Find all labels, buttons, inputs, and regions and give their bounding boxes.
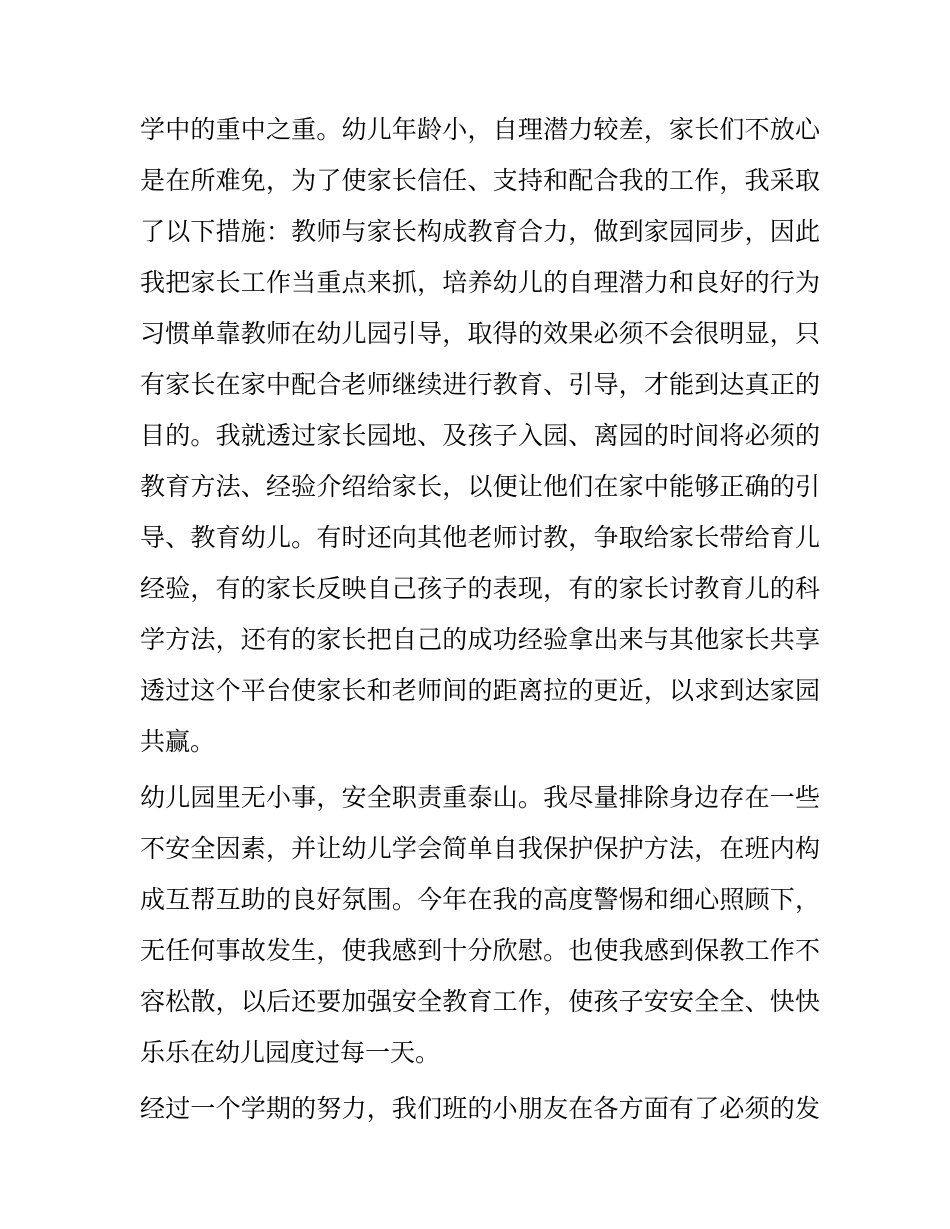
text-line: 乐乐在幼儿园度过每一天。 [140,1038,441,1067]
text-line: 幼儿园里无小事，安全职责重泰山。我尽量排除身边存在一些 [140,783,820,812]
paragraph-parent-work [140,104,820,767]
text-line: 不安全因素，并让幼儿学会简单自我保护保护方法，在班内构 [140,834,820,863]
text-line: 习惯单靠教师在幼儿园引导，取得的效果必须不会很明显，只 [140,319,820,348]
text-line: 容松散，以后还要加强安全教育工作，使孩子安安全全、快快 [140,987,820,1016]
document-body [140,104,820,1134]
paragraph-safety [140,772,820,1078]
text-line: 经验，有的家长反映自己孩子的表现，有的家长讨教育儿的科 [140,574,820,603]
text-line: 教育方法、经验介绍给家长，以便让他们在家中能够正确的引 [140,472,820,501]
text-line: 学方法，还有的家长把自己的成功经验拿出来与其他家长共享 [140,625,820,654]
text-line: 经过一个学期的努力，我们班的小朋友在各方面有了必须的发 [140,1094,820,1123]
paragraph-summary [140,1083,820,1134]
text-line: 目的。我就透过家长园地、及孩子入园、离园的时间将必须的 [140,421,820,450]
text-line: 学中的重中之重。幼儿年龄小，自理潜力较差，家长们不放心 [140,115,820,144]
text-line: 成互帮互助的良好氛围。今年在我的高度警惕和细心照顾下， [140,885,820,914]
text-line: 无任何事故发生，使我感到十分欣慰。也使我感到保教工作不 [140,936,820,965]
text-line: 了以下措施：教师与家长构成教育合力，做到家园同步，因此 [140,217,820,246]
text-line: 导、教育幼儿。有时还向其他老师讨教，争取给家长带给育儿 [140,523,820,552]
text-line: 共赢。 [140,727,216,756]
text-line: 透过这个平台使家长和老师间的距离拉的更近，以求到达家园 [140,676,820,705]
text-line: 我把家长工作当重点来抓，培养幼儿的自理潜力和良好的行为 [140,268,820,297]
text-line: 是在所难免，为了使家长信任、支持和配合我的工作，我采取 [140,166,820,195]
text-line: 有家长在家中配合老师继续进行教育、引导，才能到达真正的 [140,370,820,399]
